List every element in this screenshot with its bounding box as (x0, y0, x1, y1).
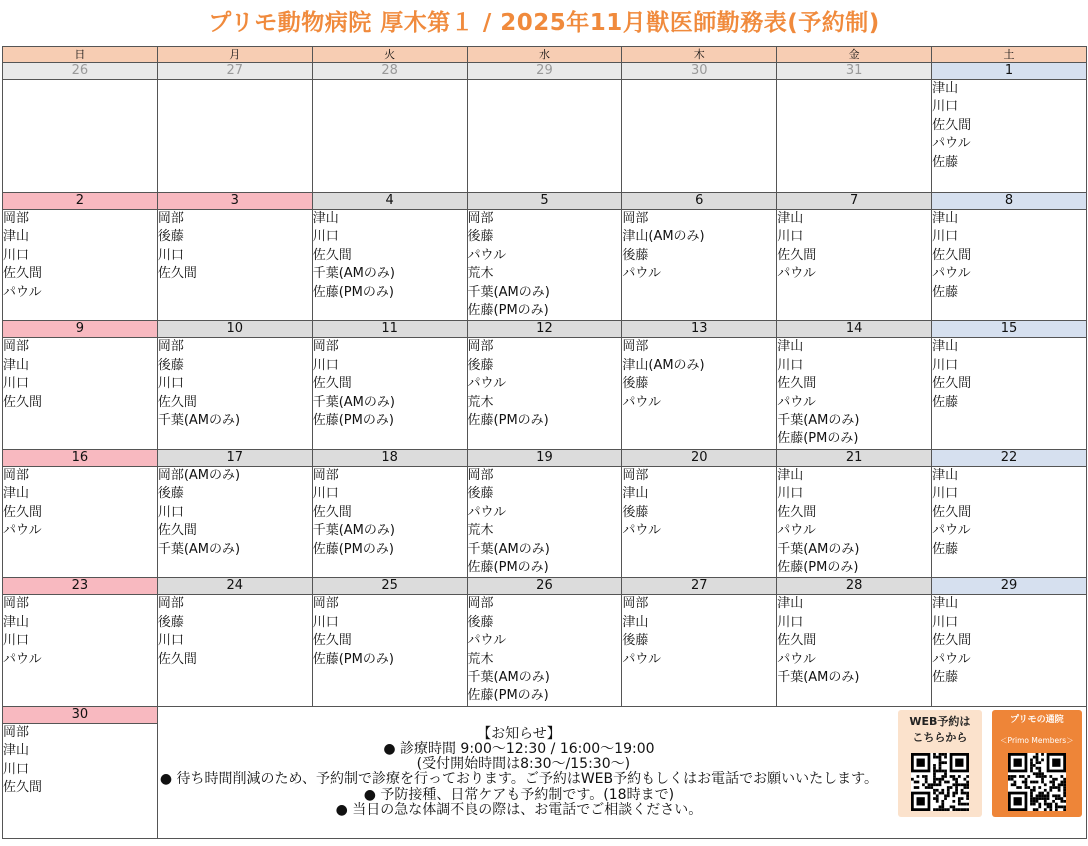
day-staff-cell (3, 210, 158, 321)
qr-code-icon[interactable] (1008, 753, 1066, 811)
staff-name: パウル (622, 394, 661, 410)
staff-name: 津山 (312, 211, 339, 226)
notice-line: ● 当日の急な体調不良の際は、お電話でご相談ください。 (335, 801, 703, 818)
staff-row (3, 595, 1087, 706)
staff-name: パウル (622, 523, 661, 539)
staff-name: パウル (467, 247, 507, 263)
staff-name: 佐久間 (3, 394, 43, 410)
day-number: 31 (777, 63, 932, 80)
staff-name: 川口 (3, 247, 30, 263)
date-row (3, 321, 1087, 338)
day-number: 1 (932, 63, 1087, 80)
day-staff-cell (777, 595, 932, 706)
staff-name: 佐久間 (932, 376, 972, 392)
date-row (3, 578, 1087, 595)
staff-name: 岡部 (312, 596, 339, 612)
web-booking-qr-card[interactable] (898, 710, 982, 817)
weekday-wednesday: 水 (467, 47, 622, 63)
day-staff-cell (3, 595, 158, 706)
primo-members-qr-card[interactable] (992, 710, 1082, 817)
day-staff-cell (312, 80, 467, 193)
day-staff-cell (622, 595, 777, 706)
staff-name: 川口 (777, 614, 804, 630)
staff-name: 後藤 (467, 614, 494, 630)
staff-name: 佐藤(PMのみ) (467, 559, 549, 575)
staff-name: パウル (622, 266, 661, 282)
staff-name: 津山 (3, 614, 30, 630)
staff-name: 岡部 (622, 467, 649, 483)
staff-name: 岡部 (157, 211, 184, 226)
staff-name: 津山 (3, 486, 30, 502)
staff-name: 佐久間 (157, 266, 197, 282)
staff-name: 千葉(AMのみ) (312, 523, 395, 539)
notice-text (160, 727, 878, 818)
day-staff-cell (3, 338, 158, 449)
staff-name: 津山 (777, 596, 804, 612)
staff-name: 佐久間 (932, 247, 972, 263)
staff-name: 川口 (157, 247, 184, 263)
staff-name: 千葉(AMのみ) (777, 413, 860, 429)
staff-name: 佐久間 (3, 504, 43, 520)
staff-name: 川口 (157, 633, 184, 649)
staff-name: 千葉(AMのみ) (157, 413, 241, 429)
day-number: 30 (3, 706, 158, 723)
staff-name: 佐久間 (777, 504, 817, 520)
staff-name: 後藤 (157, 486, 184, 502)
weekday-tuesday: 火 (312, 47, 467, 63)
staff-name: パウル (932, 136, 971, 152)
staff-name: 岡部 (157, 339, 184, 355)
staff-name: 川口 (932, 99, 959, 115)
staff-name: 佐久間 (777, 376, 817, 392)
staff-name: 佐久間 (157, 651, 197, 667)
notice-panel (157, 706, 1086, 838)
day-number: 30 (622, 63, 777, 80)
staff-name: 佐久間 (312, 504, 352, 520)
day-staff-cell (157, 338, 312, 449)
members-label: プリモの通院 (1010, 714, 1064, 725)
staff-name: 津山(AMのみ) (622, 229, 705, 245)
staff-name: 千葉(AMのみ) (157, 541, 241, 557)
staff-name: 川口 (312, 614, 339, 630)
staff-name: 佐藤(PMのみ) (467, 413, 549, 429)
qr-code-icon[interactable] (911, 753, 969, 811)
staff-row (3, 80, 1087, 193)
day-number: 23 (3, 578, 158, 595)
day-number: 28 (312, 63, 467, 80)
staff-name: 佐藤 (932, 154, 959, 170)
staff-name: 佐久間 (932, 117, 972, 133)
staff-name: 佐久間 (312, 376, 352, 392)
staff-name: 川口 (932, 486, 959, 502)
staff-name: 佐藤(PMのみ) (467, 303, 549, 319)
staff-name: 川口 (932, 357, 959, 373)
staff-name: 後藤 (622, 504, 649, 520)
staff-name: 津山 (932, 467, 959, 483)
staff-name: 津山 (777, 339, 804, 355)
staff-name: 佐久間 (312, 633, 352, 649)
day-staff-cell (932, 595, 1087, 706)
weekday-sunday: 日 (3, 47, 158, 63)
staff-name: 後藤 (467, 229, 494, 245)
staff-name: 千葉(AMのみ) (467, 284, 550, 300)
staff-name: 津山 (932, 81, 959, 96)
day-number: 19 (467, 449, 622, 466)
staff-name: 川口 (777, 357, 804, 373)
staff-name: パウル (467, 633, 507, 649)
staff-name: 千葉(AMのみ) (467, 669, 550, 685)
staff-name: 津山 (932, 596, 959, 612)
day-number: 21 (777, 449, 932, 466)
staff-name: 佐久間 (3, 266, 43, 282)
staff-name: 津山 (777, 467, 804, 483)
day-number: 24 (157, 578, 312, 595)
staff-name: パウル (932, 651, 971, 667)
staff-name: 佐藤 (932, 394, 959, 410)
day-number: 22 (932, 449, 1087, 466)
day-staff-cell (3, 466, 158, 577)
staff-name: 岡部 (622, 339, 649, 355)
staff-name: 佐藤(PMのみ) (312, 651, 394, 667)
day-number: 17 (157, 449, 312, 466)
staff-name: 岡部 (467, 596, 494, 612)
staff-name: 津山 (932, 211, 959, 226)
staff-name: 佐久間 (932, 504, 972, 520)
staff-name: 岡部 (3, 724, 30, 740)
staff-name: 川口 (932, 614, 959, 630)
day-number: 10 (157, 321, 312, 338)
staff-name: 津山 (622, 614, 649, 630)
weekday-monday: 月 (157, 47, 312, 63)
staff-name: 岡部 (312, 467, 339, 483)
day-staff-cell (467, 595, 622, 706)
day-number: 25 (312, 578, 467, 595)
staff-name: 佐藤(PMのみ) (312, 284, 394, 300)
day-number: 13 (622, 321, 777, 338)
staff-name: 後藤 (622, 633, 649, 649)
staff-name: 岡部 (622, 211, 649, 226)
staff-name: 川口 (3, 376, 30, 392)
staff-name: 千葉(AMのみ) (467, 541, 550, 557)
day-staff-cell (777, 466, 932, 577)
weekday-friday: 金 (777, 47, 932, 63)
staff-name: 津山 (777, 211, 804, 226)
staff-name: 川口 (312, 486, 339, 502)
staff-name: パウル (777, 651, 816, 667)
staff-name: 荒木 (467, 651, 494, 667)
day-staff-cell (622, 338, 777, 449)
day-staff-cell (467, 338, 622, 449)
staff-name: 佐久間 (312, 247, 352, 263)
staff-name: パウル (932, 523, 971, 539)
staff-name: 津山 (3, 743, 30, 759)
staff-name: 川口 (157, 504, 184, 520)
staff-name: パウル (3, 523, 42, 539)
day-staff-cell (777, 338, 932, 449)
day-number: 26 (3, 63, 158, 80)
staff-name: 千葉(AMのみ) (777, 541, 860, 557)
staff-name: 岡部 (3, 467, 30, 483)
staff-name: 佐藤(PMのみ) (467, 688, 549, 704)
staff-row (3, 338, 1087, 449)
day-staff-cell (157, 466, 312, 577)
staff-name: 千葉(AMのみ) (312, 394, 395, 410)
day-number: 7 (777, 193, 932, 210)
day-number: 6 (622, 193, 777, 210)
staff-name: 後藤 (622, 376, 649, 392)
day-staff-cell (467, 466, 622, 577)
day-number: 15 (932, 321, 1087, 338)
weekday-saturday: 土 (932, 47, 1087, 63)
day-staff-cell (312, 466, 467, 577)
staff-name: 川口 (3, 633, 30, 649)
staff-name: 津山 (3, 357, 30, 373)
staff-name: 岡部 (3, 211, 30, 226)
staff-name: 後藤 (622, 247, 649, 263)
staff-name: 佐藤(PMのみ) (777, 431, 859, 447)
members-sublabel: ＜Primo Members＞ (1000, 735, 1074, 745)
staff-name: 荒木 (467, 394, 494, 410)
page-title: プリモ動物病院 厚木第１ / 2025年11月獣医師勤務表(予約制) (208, 10, 880, 36)
staff-name: 岡部 (3, 596, 30, 612)
staff-row (3, 210, 1087, 321)
staff-name: 佐久間 (157, 523, 197, 539)
staff-name: 佐久間 (3, 779, 43, 795)
day-staff-cell (932, 338, 1087, 449)
staff-name: 後藤 (157, 229, 184, 245)
day-number: 8 (932, 193, 1087, 210)
staff-name: 岡部 (312, 339, 339, 355)
day-staff-cell (312, 595, 467, 706)
staff-name: パウル (932, 266, 971, 282)
staff-name: 佐藤(PMのみ) (777, 559, 859, 575)
staff-name: 佐藤 (932, 669, 959, 685)
staff-name: 佐久間 (777, 633, 817, 649)
day-staff-cell (622, 466, 777, 577)
day-staff-cell (932, 210, 1087, 321)
day-number: 27 (622, 578, 777, 595)
staff-name: パウル (467, 376, 507, 392)
staff-name: 川口 (312, 229, 339, 245)
date-row (3, 449, 1087, 466)
day-staff-cell (622, 210, 777, 321)
day-number: 11 (312, 321, 467, 338)
staff-name: 津山 (932, 339, 959, 355)
day-number: 12 (467, 321, 622, 338)
day-number: 29 (932, 578, 1087, 595)
staff-name: 後藤 (467, 357, 494, 373)
day-number: 5 (467, 193, 622, 210)
day-number: 28 (777, 578, 932, 595)
day-number: 27 (157, 63, 312, 80)
staff-name: 川口 (777, 486, 804, 502)
staff-name: 岡部 (622, 596, 649, 612)
day-staff-cell (3, 80, 158, 193)
staff-name: 千葉(AMのみ) (777, 669, 860, 685)
day-number: 20 (622, 449, 777, 466)
staff-name: 川口 (157, 376, 184, 392)
day-staff-cell (312, 338, 467, 449)
staff-name: 佐久間 (157, 394, 197, 410)
staff-name: 後藤 (157, 357, 184, 373)
staff-name: 岡部 (467, 467, 494, 483)
day-number: 2 (3, 193, 158, 210)
staff-name: 佐久間 (932, 633, 972, 649)
staff-name: 岡部 (467, 339, 494, 355)
notice-heading: 【お知らせ】 (477, 725, 561, 742)
staff-name: 千葉(AMのみ) (312, 266, 395, 282)
day-number: 4 (312, 193, 467, 210)
staff-name: 津山(AMのみ) (622, 357, 705, 373)
staff-name: パウル (3, 651, 42, 667)
staff-name: 岡部 (467, 211, 494, 226)
day-staff-cell (777, 80, 932, 193)
day-number: 29 (467, 63, 622, 80)
staff-name: 川口 (932, 229, 959, 245)
staff-name: 川口 (777, 229, 804, 245)
day-staff-cell (157, 80, 312, 193)
staff-name: パウル (467, 504, 507, 520)
staff-name: 佐藤(PMのみ) (312, 541, 394, 557)
staff-name: パウル (777, 266, 816, 282)
day-staff-cell (932, 80, 1087, 193)
staff-name: 岡部 (3, 339, 30, 355)
web-booking-label: WEB予約は (909, 714, 971, 728)
day-staff-cell (622, 80, 777, 193)
day-staff-cell (157, 210, 312, 321)
day-staff-cell (157, 595, 312, 706)
staff-name: 佐藤 (932, 284, 959, 300)
day-number: 14 (777, 321, 932, 338)
day-staff-cell (777, 210, 932, 321)
staff-name: 川口 (3, 761, 30, 777)
date-row (3, 63, 1087, 80)
day-number: 26 (467, 578, 622, 595)
notice-line: ● 待ち時間削減のため、予約制で診療を行っております。ご予約はWEB予約もしくはお電話でお願いいたします。 (159, 771, 878, 788)
day-staff-cell (312, 210, 467, 321)
notice-line: ● 予防接種、日常ケアも予約制です。(18時まで) (363, 786, 675, 803)
staff-name: 後藤 (467, 486, 494, 502)
staff-name: パウル (777, 394, 816, 410)
staff-name: 岡部 (157, 596, 184, 612)
day-number: 18 (312, 449, 467, 466)
day-staff-cell (467, 210, 622, 321)
date-row (3, 193, 1087, 210)
staff-name: 荒木 (467, 266, 494, 282)
staff-row (3, 466, 1087, 577)
day-number: 16 (3, 449, 158, 466)
staff-name: 津山 (622, 486, 649, 502)
day-staff-cell (932, 466, 1087, 577)
schedule-calendar (2, 46, 1087, 839)
staff-name: 津山 (3, 229, 30, 245)
staff-name: パウル (777, 523, 816, 539)
staff-name: 後藤 (157, 614, 184, 630)
weekday-thursday: 木 (622, 47, 777, 63)
staff-name: パウル (3, 284, 42, 300)
weekday-header-row (3, 47, 1087, 63)
staff-name: 岡部(AMのみ) (157, 467, 241, 483)
day-number: 3 (157, 193, 312, 210)
day-staff-cell (3, 723, 158, 838)
staff-name: 荒木 (467, 523, 494, 539)
date-row (3, 706, 1087, 723)
staff-name: 佐藤 (932, 541, 959, 557)
web-booking-label: こちらから (912, 730, 968, 744)
staff-name: 佐藤(PMのみ) (312, 413, 394, 429)
day-staff-cell (467, 80, 622, 193)
staff-name: 佐久間 (777, 247, 817, 263)
notice-line: ● 診療時間 9:00～12:30 / 16:00～19:00 (383, 740, 655, 757)
staff-name: パウル (622, 651, 661, 667)
staff-name: 川口 (312, 357, 339, 373)
day-number: 9 (3, 321, 158, 338)
notice-line: (受付開始時間は8:30～/15:30～) (407, 756, 631, 773)
